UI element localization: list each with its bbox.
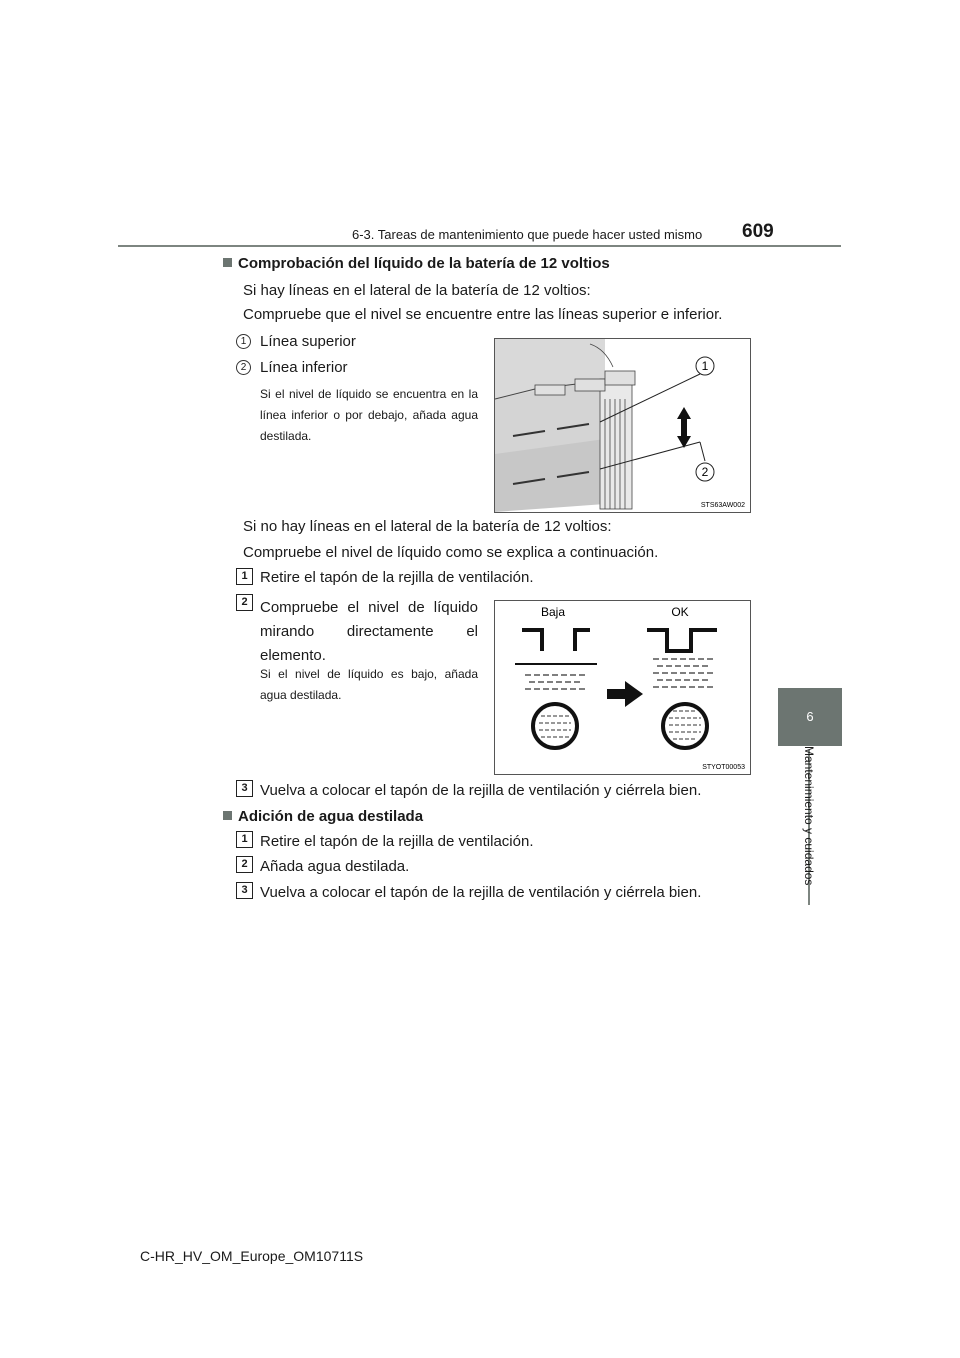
figure-marker-upper: 1 bbox=[701, 359, 709, 373]
fluid-level-illustration bbox=[495, 601, 750, 774]
label-low: Baja bbox=[540, 605, 566, 619]
step-number: 3 bbox=[236, 780, 253, 797]
callout-text-upper: Línea superior bbox=[260, 333, 356, 350]
fluid-level-figure bbox=[494, 600, 751, 775]
figure-code: STS63AW002 bbox=[700, 502, 745, 509]
paragraph: Compruebe que el nivel se encuentre entre las líneas superior e inferior. bbox=[243, 306, 723, 323]
label-ok: OK bbox=[671, 605, 689, 619]
paragraph: Compruebe el nivel de líquido como se explica a continuación. bbox=[243, 544, 659, 561]
section-heading-add-water: Adición de agua destilada bbox=[223, 808, 423, 825]
step-number: 2 bbox=[236, 594, 253, 611]
step-text: Retire el tapón de la rejilla de ventilación. bbox=[260, 569, 534, 586]
step-text: Añada agua destilada. bbox=[260, 858, 410, 875]
chapter-label: Mantenimiento y cuidados bbox=[802, 746, 816, 886]
section-heading-check: Comprobación del líquido de la batería de 12 voltios bbox=[223, 255, 610, 272]
paragraph: Si hay líneas en el lateral de la batería de 12 voltios: bbox=[243, 282, 591, 299]
square-bullet-icon bbox=[223, 258, 232, 267]
section-title: 6-3. Tareas de mantenimiento que puede hacer usted mismo bbox=[352, 227, 703, 242]
square-bullet-icon bbox=[223, 811, 232, 820]
chapter-number: 6 bbox=[806, 709, 814, 724]
step-text: Vuelva a colocar el tapón de la rejilla de ventilación y ciérrela bien. bbox=[260, 782, 702, 799]
page-number: 609 bbox=[742, 221, 774, 242]
step-text: Retire el tapón de la rejilla de ventilación. bbox=[260, 833, 534, 850]
step-number: 2 bbox=[236, 856, 253, 873]
battery-illustration bbox=[495, 339, 750, 512]
figure-code: STYOT00053 bbox=[702, 764, 745, 771]
document-code: C-HR_HV_OM_Europe_OM10711S bbox=[140, 1248, 364, 1264]
paragraph: Si no hay líneas en el lateral de la batería de 12 voltios: bbox=[243, 518, 612, 535]
step-text: Compruebe el nivel de líquido mirando directamente el elemento. bbox=[260, 599, 478, 664]
note-text: Si el nivel de líquido es bajo, añada agua destilada. bbox=[260, 667, 478, 702]
callout-text-lower: Línea inferior bbox=[260, 359, 348, 376]
note-text: Si el nivel de líquido se encuentra en la línea inferior o por debajo, añada agua destilada. bbox=[260, 387, 478, 443]
step-number: 1 bbox=[236, 831, 253, 848]
step-number: 1 bbox=[236, 568, 253, 585]
step-number: 3 bbox=[236, 882, 253, 899]
callout-marker-1: 1 bbox=[236, 334, 251, 349]
chapter-label-wrap bbox=[800, 746, 818, 906]
figure-marker-lower: 2 bbox=[701, 465, 709, 479]
header-rule bbox=[118, 245, 841, 247]
battery-line-figure bbox=[494, 338, 751, 513]
callout-marker-2: 2 bbox=[236, 360, 251, 375]
step-text: Vuelva a colocar el tapón de la rejilla de ventilación y ciérrela bien. bbox=[260, 884, 702, 901]
